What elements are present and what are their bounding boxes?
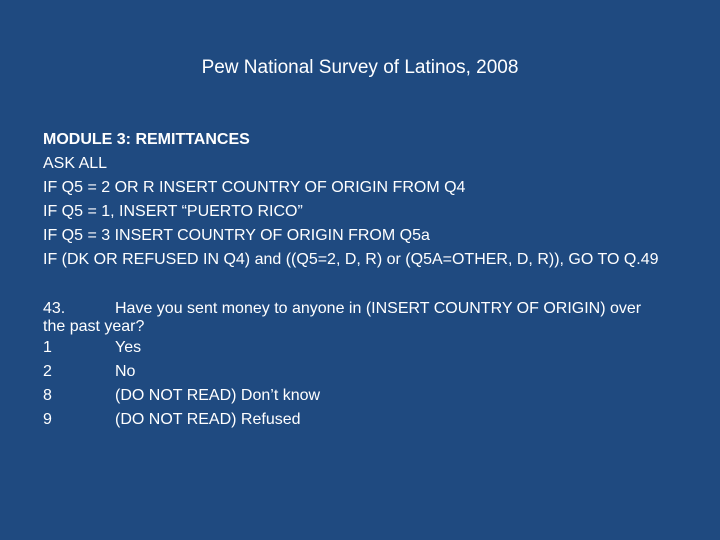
answer-option [43,384,663,408]
module-heading: MODULE 3: REMITTANCES [43,131,250,148]
option-label: No [115,363,136,380]
slide-title: Pew National Survey of Latinos, 2008 [201,57,519,78]
instruction-line: IF Q5 = 3 INSERT COUNTRY OF ORIGIN FROM Q5a [43,227,430,244]
option-code: 9 [43,411,52,428]
answer-options [43,336,663,432]
option-label: (DO NOT READ) Don’t know [115,387,321,404]
answer-option [43,336,663,360]
question-number: 43. [43,300,66,317]
option-label: (DO NOT READ) Refused [115,411,301,428]
question-text: Have you sent money to anyone in (INSERT COUNTRY OF ORIGIN) over the past year? [43,300,642,335]
instruction-line: IF Q5 = 2 OR R INSERT COUNTRY OF ORIGIN FROM Q4 [43,179,466,196]
instruction-line: IF Q5 = 1, INSERT “PUERTO RICO” [43,203,303,220]
spacer [43,269,663,297]
option-code: 2 [43,363,52,380]
option-code: 1 [43,339,52,356]
instruction-line: ASK ALL [43,155,108,172]
option-code: 8 [43,387,52,404]
slide-body [43,128,663,432]
skip-instruction: IF (DK OR REFUSED IN Q4) and ((Q5=2, D, R) or (Q5A=OTHER, D, R)), GO TO Q.49 [43,251,659,268]
answer-option [43,408,663,432]
answer-option [43,360,663,384]
option-label: Yes [115,339,142,356]
question-43 [43,297,663,336]
